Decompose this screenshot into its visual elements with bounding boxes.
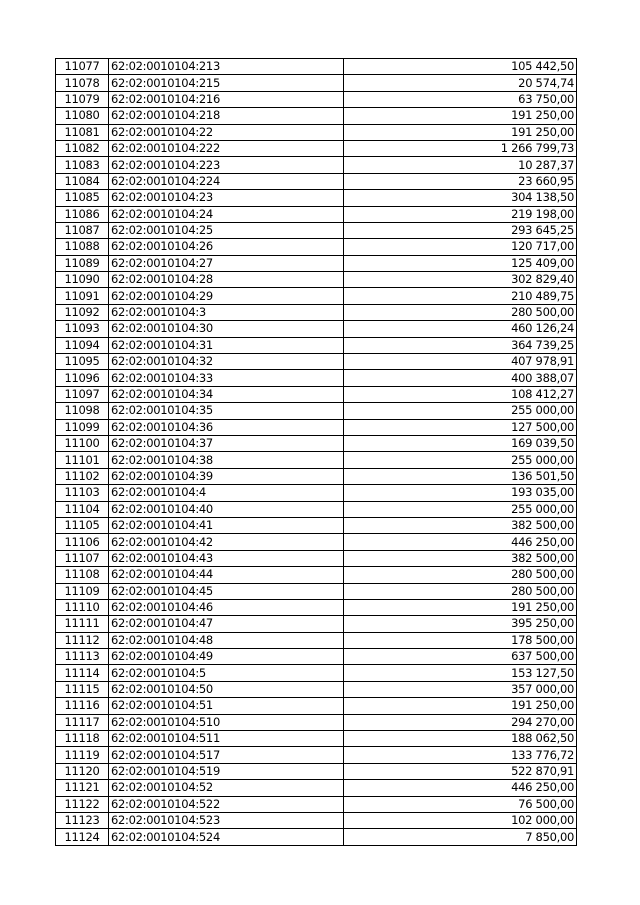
table-row [56,337,577,353]
table-row [56,239,577,255]
cadastral-value-cell: 102 000,00 [344,812,577,828]
row-number-cell: 11079 [56,91,109,107]
row-number-cell: 11106 [56,534,109,550]
cadastral-number-cell: 62:02:0010104:25 [109,222,344,238]
table-row [56,124,577,140]
table-row [56,616,577,632]
cadastral-number-cell: 62:02:0010104:511 [109,731,344,747]
table-row [56,75,577,91]
cadastral-value-cell: 255 000,00 [344,403,577,419]
table-body [56,59,577,846]
table-row [56,485,577,501]
cadastral-value-cell: 23 660,95 [344,173,577,189]
row-number-cell: 11119 [56,747,109,763]
table-row [56,501,577,517]
cadastral-number-cell: 62:02:0010104:224 [109,173,344,189]
cadastral-value-cell: 108 412,27 [344,386,577,402]
cadastral-number-cell: 62:02:0010104:46 [109,599,344,615]
cadastral-number-cell: 62:02:0010104:30 [109,321,344,337]
table-row [56,452,577,468]
cadastral-value-cell: 407 978,91 [344,354,577,370]
cadastral-number-cell: 62:02:0010104:52 [109,780,344,796]
row-number-cell: 11080 [56,108,109,124]
cadastral-value-cell: 76 500,00 [344,796,577,812]
table-row [56,829,577,845]
cadastral-number-cell: 62:02:0010104:23 [109,190,344,206]
row-number-cell: 11107 [56,550,109,566]
cadastral-value-cell: 133 776,72 [344,747,577,763]
cadastral-value-cell: 302 829,40 [344,272,577,288]
table-row [56,108,577,124]
table-row [56,321,577,337]
cadastral-number-cell: 62:02:0010104:28 [109,272,344,288]
cadastral-value-table [55,58,577,846]
table-row [56,681,577,697]
row-number-cell: 11124 [56,829,109,845]
row-number-cell: 11087 [56,222,109,238]
cadastral-value-cell: 7 850,00 [344,829,577,845]
row-number-cell: 11115 [56,681,109,697]
cadastral-number-cell: 62:02:0010104:3 [109,304,344,320]
cadastral-number-cell: 62:02:0010104:32 [109,354,344,370]
cadastral-value-cell: 10 287,37 [344,157,577,173]
cadastral-number-cell: 62:02:0010104:39 [109,468,344,484]
table-row [56,91,577,107]
table-row [56,419,577,435]
row-number-cell: 11088 [56,239,109,255]
cadastral-value-cell: 400 388,07 [344,370,577,386]
row-number-cell: 11117 [56,714,109,730]
table-row [56,468,577,484]
row-number-cell: 11094 [56,337,109,353]
table-row [56,354,577,370]
row-number-cell: 11104 [56,501,109,517]
row-number-cell: 11118 [56,731,109,747]
table-row [56,812,577,828]
table-row [56,140,577,156]
cadastral-value-cell: 294 270,00 [344,714,577,730]
cadastral-number-cell: 62:02:0010104:40 [109,501,344,517]
table-row [56,157,577,173]
table-row [56,272,577,288]
cadastral-number-cell: 62:02:0010104:5 [109,665,344,681]
row-number-cell: 11109 [56,583,109,599]
row-number-cell: 11085 [56,190,109,206]
cadastral-value-cell: 280 500,00 [344,583,577,599]
row-number-cell: 11081 [56,124,109,140]
table-row [56,796,577,812]
cadastral-value-cell: 191 250,00 [344,108,577,124]
cadastral-value-cell: 188 062,50 [344,731,577,747]
cadastral-number-cell: 62:02:0010104:44 [109,567,344,583]
row-number-cell: 11083 [56,157,109,173]
cadastral-number-cell: 62:02:0010104:38 [109,452,344,468]
row-number-cell: 11103 [56,485,109,501]
row-number-cell: 11112 [56,632,109,648]
cadastral-value-cell: 460 126,24 [344,321,577,337]
table-row [56,304,577,320]
cadastral-number-cell: 62:02:0010104:24 [109,206,344,222]
row-number-cell: 11102 [56,468,109,484]
cadastral-number-cell: 62:02:0010104:37 [109,435,344,451]
cadastral-number-cell: 62:02:0010104:43 [109,550,344,566]
cadastral-value-cell: 395 250,00 [344,616,577,632]
cadastral-value-cell: 191 250,00 [344,599,577,615]
cadastral-value-cell: 153 127,50 [344,665,577,681]
row-number-cell: 11084 [56,173,109,189]
cadastral-number-cell: 62:02:0010104:216 [109,91,344,107]
row-number-cell: 11091 [56,288,109,304]
cadastral-number-cell: 62:02:0010104:34 [109,386,344,402]
cadastral-number-cell: 62:02:0010104:47 [109,616,344,632]
cadastral-value-cell: 210 489,75 [344,288,577,304]
row-number-cell: 11105 [56,517,109,533]
cadastral-value-cell: 522 870,91 [344,763,577,779]
cadastral-number-cell: 62:02:0010104:31 [109,337,344,353]
row-number-cell: 11086 [56,206,109,222]
row-number-cell: 11078 [56,75,109,91]
row-number-cell: 11098 [56,403,109,419]
cadastral-value-cell: 136 501,50 [344,468,577,484]
cadastral-number-cell: 62:02:0010104:522 [109,796,344,812]
table-row [56,403,577,419]
row-number-cell: 11101 [56,452,109,468]
cadastral-number-cell: 62:02:0010104:36 [109,419,344,435]
row-number-cell: 11082 [56,140,109,156]
cadastral-value-cell: 169 039,50 [344,435,577,451]
table-row [56,517,577,533]
table-row [56,435,577,451]
row-number-cell: 11100 [56,435,109,451]
table-row [56,698,577,714]
table-row [56,731,577,747]
cadastral-value-cell: 219 198,00 [344,206,577,222]
table-row [56,665,577,681]
row-number-cell: 11114 [56,665,109,681]
cadastral-value-cell: 20 574,74 [344,75,577,91]
cadastral-number-cell: 62:02:0010104:4 [109,485,344,501]
table-row [56,59,577,75]
cadastral-value-cell: 382 500,00 [344,517,577,533]
cadastral-value-cell: 191 250,00 [344,124,577,140]
cadastral-number-cell: 62:02:0010104:517 [109,747,344,763]
table-row [56,567,577,583]
cadastral-value-cell: 1 266 799,73 [344,140,577,156]
cadastral-value-cell: 193 035,00 [344,485,577,501]
table-row [56,649,577,665]
cadastral-number-cell: 62:02:0010104:22 [109,124,344,140]
cadastral-number-cell: 62:02:0010104:26 [109,239,344,255]
cadastral-value-cell: 255 000,00 [344,452,577,468]
cadastral-number-cell: 62:02:0010104:49 [109,649,344,665]
cadastral-value-cell: 125 409,00 [344,255,577,271]
table-row [56,780,577,796]
row-number-cell: 11092 [56,304,109,320]
row-number-cell: 11120 [56,763,109,779]
cadastral-value-cell: 304 138,50 [344,190,577,206]
cadastral-value-cell: 357 000,00 [344,681,577,697]
row-number-cell: 11121 [56,780,109,796]
row-number-cell: 11111 [56,616,109,632]
table-row [56,747,577,763]
cadastral-value-cell: 446 250,00 [344,780,577,796]
row-number-cell: 11097 [56,386,109,402]
table-row [56,714,577,730]
cadastral-number-cell: 62:02:0010104:42 [109,534,344,550]
cadastral-value-cell: 280 500,00 [344,304,577,320]
cadastral-number-cell: 62:02:0010104:35 [109,403,344,419]
table-row [56,190,577,206]
table-row [56,222,577,238]
row-number-cell: 11099 [56,419,109,435]
cadastral-number-cell: 62:02:0010104:218 [109,108,344,124]
table-row [56,583,577,599]
cadastral-number-cell: 62:02:0010104:524 [109,829,344,845]
cadastral-number-cell: 62:02:0010104:51 [109,698,344,714]
table-row [56,370,577,386]
cadastral-value-cell: 382 500,00 [344,550,577,566]
row-number-cell: 11093 [56,321,109,337]
row-number-cell: 11077 [56,59,109,75]
row-number-cell: 11116 [56,698,109,714]
cadastral-number-cell: 62:02:0010104:33 [109,370,344,386]
cadastral-value-cell: 280 500,00 [344,567,577,583]
table-row [56,255,577,271]
table-row [56,386,577,402]
table-row [56,288,577,304]
table-row [56,173,577,189]
row-number-cell: 11096 [56,370,109,386]
table-row [56,534,577,550]
cadastral-number-cell: 62:02:0010104:523 [109,812,344,828]
cadastral-number-cell: 62:02:0010104:213 [109,59,344,75]
row-number-cell: 11123 [56,812,109,828]
row-number-cell: 11090 [56,272,109,288]
row-number-cell: 11110 [56,599,109,615]
cadastral-number-cell: 62:02:0010104:48 [109,632,344,648]
cadastral-value-cell: 105 442,50 [344,59,577,75]
row-number-cell: 11113 [56,649,109,665]
table-row [56,206,577,222]
row-number-cell: 11108 [56,567,109,583]
cadastral-number-cell: 62:02:0010104:510 [109,714,344,730]
cadastral-value-cell: 127 500,00 [344,419,577,435]
cadastral-value-cell: 446 250,00 [344,534,577,550]
cadastral-value-cell: 637 500,00 [344,649,577,665]
table-row [56,599,577,615]
cadastral-value-cell: 255 000,00 [344,501,577,517]
row-number-cell: 11089 [56,255,109,271]
cadastral-value-cell: 364 739,25 [344,337,577,353]
cadastral-value-cell: 191 250,00 [344,698,577,714]
cadastral-number-cell: 62:02:0010104:50 [109,681,344,697]
row-number-cell: 11122 [56,796,109,812]
cadastral-value-cell: 63 750,00 [344,91,577,107]
table-row [56,632,577,648]
cadastral-number-cell: 62:02:0010104:45 [109,583,344,599]
cadastral-value-cell: 178 500,00 [344,632,577,648]
cadastral-number-cell: 62:02:0010104:519 [109,763,344,779]
table-row [56,550,577,566]
cadastral-number-cell: 62:02:0010104:27 [109,255,344,271]
cadastral-number-cell: 62:02:0010104:215 [109,75,344,91]
cadastral-number-cell: 62:02:0010104:29 [109,288,344,304]
row-number-cell: 11095 [56,354,109,370]
cadastral-number-cell: 62:02:0010104:222 [109,140,344,156]
cadastral-value-cell: 293 645,25 [344,222,577,238]
table-row [56,763,577,779]
cadastral-number-cell: 62:02:0010104:223 [109,157,344,173]
cadastral-number-cell: 62:02:0010104:41 [109,517,344,533]
cadastral-value-cell: 120 717,00 [344,239,577,255]
